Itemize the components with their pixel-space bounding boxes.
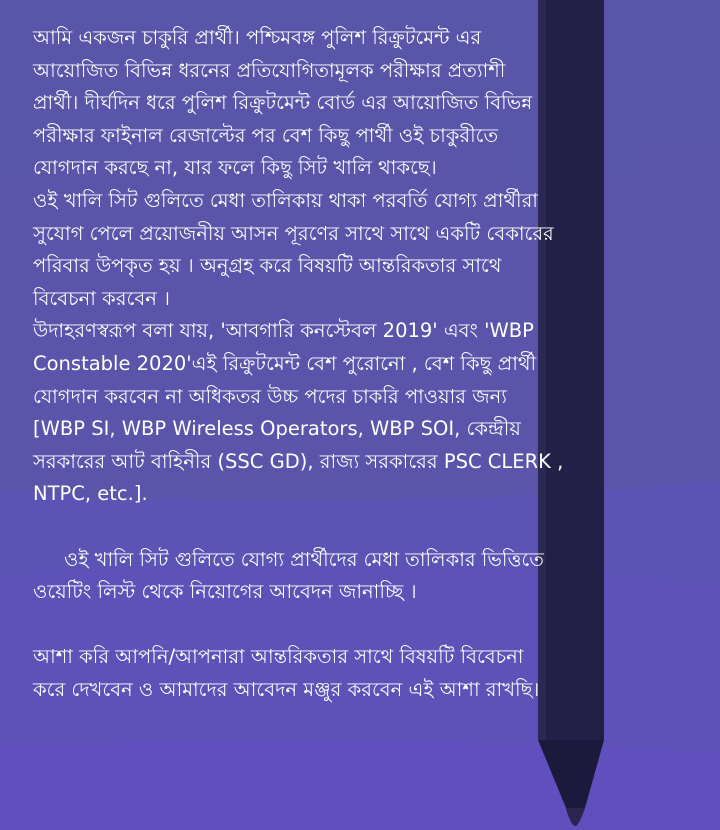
paragraph-spacer bbox=[33, 511, 698, 544]
paragraph-line: আয়োজিত বিভিন্ন ধরনের প্রতিযোগিতামূলক পরীক্ষার প্রত্যাশী bbox=[33, 58, 506, 82]
paragraph-line: প্রার্থী। দীর্ঘদিন ধরে পুলিশ রিক্রুটমেন্ট বোর্ড এর আয়োজিত বিভিন্ন bbox=[33, 91, 533, 115]
paragraph-line: ওই খালি সিট গুলিতে যোগ্য প্রার্থীদের মেধা তালিকার ভিত্তিতে bbox=[33, 547, 544, 571]
paragraph-line: ওই খালি সিট গুলিতে মেধা তালিকায় থাকা পরবর্তি যোগ্য প্রার্থীরা bbox=[33, 188, 538, 212]
paragraph-line: Constable 2020'এই রিক্রুটমেন্ট বেশ পুরোনো , বেশ কিছু প্রার্থী bbox=[33, 351, 537, 375]
paragraph-line: যোগদান করছে না, যার ফলে কিছু সিট খালি থাকছে। bbox=[33, 156, 437, 180]
paragraph-line: NTPC, etc.]. bbox=[33, 482, 148, 506]
paragraph-line: বিবেচনা করবেন । bbox=[33, 286, 171, 310]
paragraph bbox=[33, 185, 698, 315]
paragraph bbox=[33, 315, 698, 511]
paragraph-line: সুযোগ পেলে প্রয়োজনীয় আসন পূরণের সাথে সাথে একটি বেকারের bbox=[33, 221, 554, 245]
paragraph-line: করে দেখবেন ও আমাদের আবেদন মঞ্জুর করবেন এই আশা রাখছি। bbox=[33, 677, 540, 701]
paragraph-line: যোগদান করবেন না অধিকতর উচ্চ পদের চাকরি পাওয়ার জন্য bbox=[33, 384, 507, 408]
paragraph bbox=[33, 641, 698, 706]
paragraph-line: উদাহরণস্বরূপ বলা যায়, 'আবগারি কনস্টেবল 2019' এবং 'WBP bbox=[33, 319, 534, 343]
paragraph-line: পরীক্ষার ফাইনাল রেজাল্টের পর বেশ কিছু পার্থী ওই চাকুরীতে bbox=[33, 123, 499, 147]
background-wave-front bbox=[0, 740, 720, 830]
paragraph-line: পরিবার উপকৃত হয় । অনুগ্রহ করে বিষয়টি আন্তরিকতার সাথে bbox=[33, 254, 502, 278]
paragraph-line: ওয়েটিং লিস্ট থেকে নিয়োগের আবেদন জানাচ্ছি । bbox=[33, 580, 417, 604]
post-body bbox=[33, 22, 698, 706]
paragraph-line: সরকারের আট বাহিনীর (SSC GD), রাজ্য সরকারের PSC CLERK , bbox=[33, 449, 564, 473]
paragraph bbox=[33, 22, 698, 185]
paragraph-line: আমি একজন চাকুরি প্রার্থী। পশ্চিমবঙ্গ পুলিশ রিক্রুটমেন্ট এর bbox=[33, 26, 482, 49]
paragraph-spacer bbox=[33, 609, 698, 642]
paragraph bbox=[33, 544, 698, 609]
paragraph-line: [WBP SI, WBP Wireless Operators, WBP SOI, কেন্দ্রীয় bbox=[33, 417, 521, 441]
paragraph-line: আশা করি আপনি/আপনারা আন্তরিকতার সাথে বিষয়টি বিবেচনা bbox=[33, 645, 524, 669]
